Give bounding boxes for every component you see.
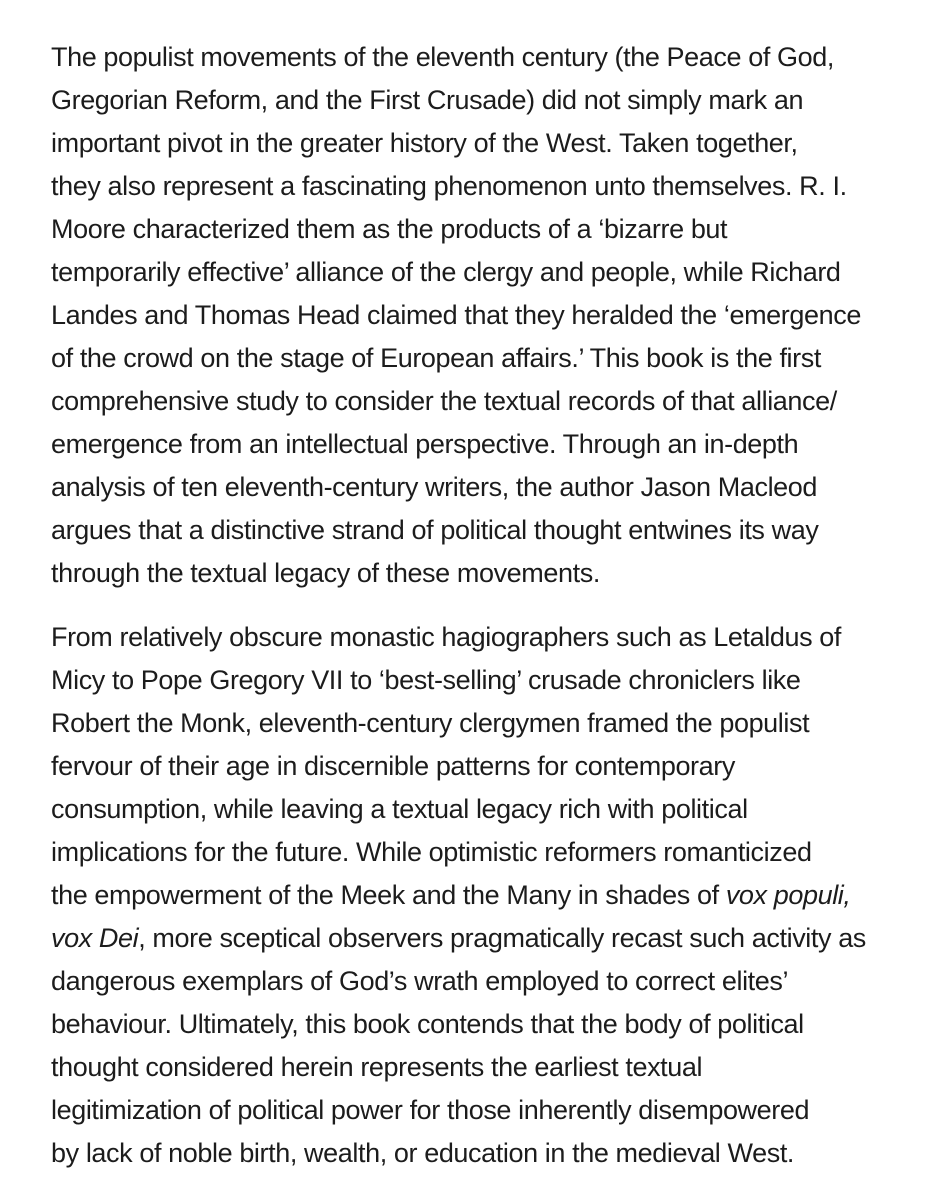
- text-run: the empowerment of the Meek and the Many in shades of: [51, 880, 726, 910]
- text-line: dangerous exemplars of God’s wrath employed to correct elites’: [51, 966, 789, 996]
- text-line: [51, 917, 921, 960]
- text-line: through the textual legacy of these movements.: [51, 558, 600, 588]
- text-line: From relatively obscure monastic hagiographers such as Letaldus of: [51, 622, 842, 652]
- paragraph-2: [51, 616, 921, 1175]
- text-line: analysis of ten eleventh-century writers, the author Jason Macleod: [51, 472, 818, 502]
- text-run: , more sceptical observers pragmatically recast such activity as: [138, 923, 866, 953]
- text-line: Landes and Thomas Head claimed that they heralded the ‘emergence: [51, 300, 861, 330]
- latin-phrase: vox Dei: [51, 923, 139, 953]
- latin-phrase: vox populi,: [725, 880, 851, 910]
- text-line: legitimization of political power for those inherently disempowered: [51, 1095, 810, 1125]
- text-line: by lack of noble birth, wealth, or education in the medieval West.: [51, 1138, 795, 1168]
- text-line: Micy to Pope Gregory VII to ‘best-selling’ crusade chroniclers like: [51, 665, 801, 695]
- text-line: fervour of their age in discernible patterns for contemporary: [51, 751, 735, 781]
- text-line: emergence from an intellectual perspective. Through an in-depth: [51, 429, 799, 459]
- book-description: [51, 36, 921, 1175]
- text-line: Robert the Monk, eleventh-century clergymen framed the populist: [51, 708, 810, 738]
- text-line: The populist movements of the eleventh century (the Peace of God,: [51, 42, 834, 72]
- text-line: temporarily effective’ alliance of the clergy and people, while Richard: [51, 257, 841, 287]
- text-line: of the crowd on the stage of European affairs.’ This book is the first: [51, 343, 821, 373]
- text-line: thought considered herein represents the earliest textual: [51, 1052, 703, 1082]
- text-line: comprehensive study to consider the textual records of that alliance/: [51, 386, 837, 416]
- text-line: [51, 874, 921, 917]
- text-line: implications for the future. While optimistic reformers romanticized: [51, 837, 812, 867]
- text-line: consumption, while leaving a textual legacy rich with political: [51, 794, 748, 824]
- paragraph-1: [51, 36, 921, 595]
- text-line: they also represent a fascinating phenomenon unto themselves. R. I.: [51, 171, 847, 201]
- text-line: behaviour. Ultimately, this book contends that the body of political: [51, 1009, 804, 1039]
- text-line: argues that a distinctive strand of political thought entwines its way: [51, 515, 819, 545]
- text-line: Gregorian Reform, and the First Crusade) did not simply mark an: [51, 85, 804, 115]
- text-line: important pivot in the greater history of the West. Taken together,: [51, 128, 798, 158]
- text-line: Moore characterized them as the products of a ‘bizarre but: [51, 214, 728, 244]
